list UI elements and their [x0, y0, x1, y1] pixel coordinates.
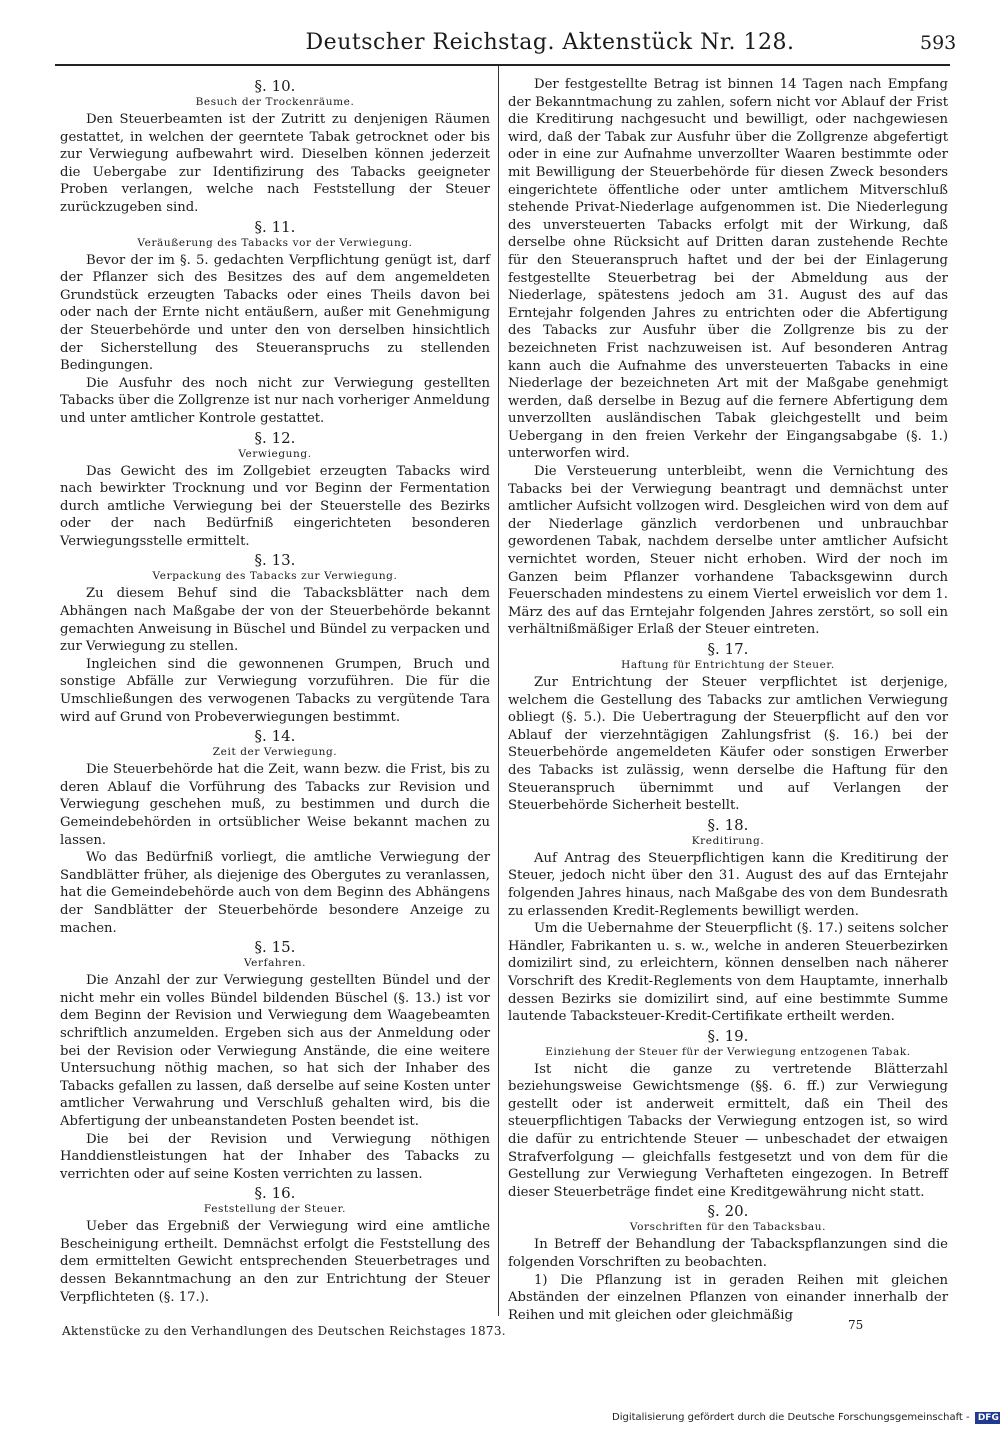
paragraph: Die Versteuerung unterbleibt, wenn die Vernichtung des Tabacks bei der Verwiegung beantragt und demnächst unter amtlicher Aufsicht vollzogen wird. Desgleichen wird von dem auf der Niederlage gänzlich verdorbenen und unbrauchbar gewordenen Tabak, nachdem derselbe unter amtlicher Aufsicht vernichtet worden, Steuer nicht erhoben. Wird der noch im Ganzen beim Pflanzer vorhandene Tabacksgewinn durch Feuerschaden mindestens zu einem Viertel erweislich vor dem 1. März des auf das Erntejahr folgenden Jahres zerstört, so soll ein verhältnißmäßiger Erlaß der Steuer eintreten.: [508, 464, 948, 638]
section-subtitle: Verwiegung.: [238, 447, 312, 460]
section-subtitle: Vorschriften für den Tabacksbau.: [629, 1221, 827, 1234]
section-subtitle: Veräußerung des Tabacks vor der Verwiegung.: [137, 236, 413, 249]
paragraph: Ingleichen sind die gewonnenen Grumpen, Bruch und sonstige Abfälle zur Verwiegung vorzuführen. Die für die Umschließungen des verwogenen Tabacks zu vergütende Tara wird auf Grund von Probeverwiegungen bestimmt.: [60, 656, 490, 725]
page-header: [0, 30, 1000, 60]
paragraph: Die bei der Revision und Verwiegung nöthigen Handdienstleistungen hat der Inhaber des Tabacks zu verrichten oder auf seine Kosten verrichten zu lassen.: [60, 1131, 490, 1182]
paragraph: Auf Antrag des Steuerpflichtigen kann die Kreditirung der Steuer, jedoch nicht über den 31. August des auf das Erntejahr folgenden Jahres hinaus, nach Maßgabe des von dem Bundesrath zu erlassenden Kredit-Reglements bewilligt werden.: [508, 850, 948, 919]
section-subtitle: Kreditirung.: [691, 834, 765, 847]
column-divider: [498, 66, 499, 1316]
footer-sheet-number: 75: [848, 1318, 864, 1332]
paragraph: 1) Die Pflanzung ist in geraden Reihen mit gleichen Abständen der einzelnen Pflanzen von einander innerhalb der Reihen und mit gleichen oder gleichmäßig: [508, 1272, 948, 1323]
paragraph: Die Ausfuhr des noch nicht zur Verwiegung gestellten Tabacks über die Zollgrenze ist nur nach vorheriger Anmeldung und unter amtlicher Kontrole gestattet.: [60, 375, 490, 426]
paragraph: Bevor der im §. 5. gedachten Verpflichtung genügt ist, darf der Pflanzer sich des Besitzes des auf dem angemeldeten Grundstück erzeugten Tabacks oder eines Theils davon bei oder nach der Ernte nicht entäußern, außer mit Genehmigung der Steuerbehörde und unter den von derselben hinsichtlich der Sicherstellung des Steueranspruchs zu stellenden Bedingungen.: [60, 252, 490, 374]
paragraph: Ist nicht die ganze zu vertretende Blätterzahl beziehungsweise Gewichtsmenge (§§. 6. ff.) zur Verwiegung gestellt oder ist anderweit ermittelt, daß ein Theil des steuerpflichtigen Tabacks der Verwiegung entzogen ist, so wird die dafür zu entrichtende Steuer — unbeschadet der etwaigen Strafverfolgung — gleichfalls festgesetzt und von dem für die Gestellung zur Verwiegung Verhafteten eingezogen. In Betreff dieser Steuerbeträge findet eine Kreditgewährung nicht statt.: [508, 1061, 948, 1200]
section-subtitle: Zeit der Verwiegung.: [212, 746, 338, 759]
right-column: [508, 76, 948, 1324]
section-number: §. 10.: [254, 77, 296, 95]
section-subtitle: Verpackung des Tabacks zur Verwiegung.: [152, 570, 398, 583]
section-number: §. 17.: [707, 640, 749, 658]
paragraph: Der festgestellte Betrag ist binnen 14 Tagen nach Empfang der Bekanntmachung zu zahlen, sofern nicht vor Ablauf der Frist die Kreditirung nachgesucht und bewilligt, oder nachgewiesen wird, daß der Tabak zur Ausfuhr über die Zollgrenze abgefertigt oder in eine zur Aufnahme unverzollter Waaren bestimmte oder mit Bewilligung der Steuerbehörde für diesen Zweck besonders eingerichtete öffentliche oder unter amtlichem Mitverschluß stehende Privat-Niederlage aufgenommen ist. Die Niederlegung des unversteuerten Tabacks erfolgt mit der Wirkung, daß derselbe ohne Rücksicht auf Dritten daran zustehende Rechte für den Steueranspruch haftet und der bei der Einlagerung festgestellte Steuerbetrag bei der Abmeldung aus der Niederlage, spätestens jedoch am 31. August des auf das Erntejahr folgenden Jahres zu entrichten oder die Abfertigung des Tabacks zur Ausfuhr über die Zollgrenze bis zu der bezeichneten Frist nachzuweisen ist. Auf besonderen Antrag kann auch die Aufnahme des unversteuerten Tabacks in eine Niederlage der bezeichneten Art mit der Maßgabe genehmigt werden, daß derselbe in Bezug auf die fernere Abfertigung dem unverzollten ausländischen Tabak gleichgestellt und beim Uebergang in den freien Verkehr der Eingangsabgabe (§. 1.) unterworfen wird.: [508, 77, 948, 462]
paragraph: Die Anzahl der zur Verwiegung gestellten Bündel und der nicht mehr ein volles Bündel bildenden Büschel (§. 13.) ist vor dem Beginn der Revision und Verwiegung dem Waagebeamten schriftlich anzumelden. Ergeben sich aus der Anmeldung oder bei der Revision oder Verwiegung Anstände, die eine weitere Untersuchung nöthig machen, so hat sich der Inhaber des Tabacks gefallen zu lassen, daß derselbe auf seine Kosten unter amtlicher Verwahrung und Verschluß gehalten wird, bis die Abfertigung der unbeanstandeten Posten beendet ist.: [60, 973, 490, 1129]
section-subtitle: Verfahren.: [243, 957, 307, 970]
section-number: §. 12.: [254, 428, 296, 447]
section-number: §. 11.: [254, 217, 296, 236]
left-column: [60, 76, 490, 1306]
section-number: §. 20.: [707, 1202, 749, 1221]
running-title: Deutscher Reichstag. Aktenstück Nr. 128.: [305, 30, 795, 55]
section-number: §. 15.: [254, 938, 296, 957]
paragraph: Zur Entrichtung der Steuer verpflichtet ist derjenige, welchem die Gestellung des Tabacks zur amtlichen Verwiegung obliegt (§. 5.). Die Uebertragung der Steuerpflicht auf den vor Ablauf der vierzehntägigen Zahlungsfrist (§. 16.) bei der Steuerbehörde angemeldeten Käufer oder sonstigen Erwerber des Tabacks ist zulässig, wenn derselbe die Haftung für den Steueranspruch übernimmt und auf Verlangen der Steuerbehörde Sicherheit bestellt.: [508, 675, 948, 814]
paragraph: Um die Uebernahme der Steuerpflicht (§. 17.) seitens solcher Händler, Fabrikanten u. s. w., welche in anderen Steuerbezirken domizilirt sind, zu erleichtern, können denselben nach näherer Vorschrift des Kredit-Reglements von dem Hauptamte, innerhalb dessen Bezirks sie domizilirt sind, auf eine bestimmte Summe lautende Tabacksteuer-Kredit-Certifikate ertheilt werden.: [508, 921, 948, 1025]
credit-text: Digitalisierung gefördert durch die Deutsche Forschungsgemeinschaft -: [612, 1412, 970, 1423]
paragraph: Die Steuerbehörde hat die Zeit, wann bezw. die Frist, bis zu deren Ablauf die Vorführung des Tabacks zur Revision und Verwiegung geschehen muß, zu bestimmen und durch die Gemeindebehörden in ortsüblicher Weise bekannt machen zu lassen.: [60, 762, 490, 848]
paragraph: Wo das Bedürfniß vorliegt, die amtliche Verwiegung der Sandblätter früher, als diejenige des Obergutes zu veranlassen, hat die Gemeindebehörde auch von dem Beginn des Abhängens der Sandblätter der Steuerbehörde besondere Anzeige zu machen.: [60, 850, 490, 936]
section-subtitle: Haftung für Entrichtung der Steuer.: [621, 659, 835, 671]
digitization-credit: [612, 1412, 1000, 1424]
section-number: §. 19.: [707, 1026, 749, 1045]
dfg-logo: DFG: [975, 1412, 1000, 1424]
paragraph: In Betreff der Behandlung der Tabackspflanzungen sind die folgenden Vorschriften zu beobachten.: [508, 1237, 948, 1271]
page-number: 593: [920, 32, 957, 54]
footer-publication: Aktenstücke zu den Verhandlungen des Deutschen Reichstages 1873.: [62, 1324, 506, 1338]
paragraph: Das Gewicht des im Zollgebiet erzeugten Tabacks wird nach bewirkter Trocknung und vor Beginn der Fermentation durch amtliche Verwiegung bei der Steuerstelle des Bezirks oder der nach Bedürfniß eingerichteten besonderen Verwiegungsstelle ermittelt.: [60, 463, 490, 549]
section-subtitle: Feststellung der Steuer.: [203, 1203, 347, 1216]
paragraph: Den Steuerbeamten ist der Zutritt zu denjenigen Räumen gestattet, in welchen der geerntete Tabak getrocknet oder bis zur Verwiegung aufbewahrt wird. Dieselben können jederzeit die Uebergabe zur Identifizirung des Tabacks geeigneter Proben verlangen, welche nach Feststellung der Steuer zurückzugeben sind.: [60, 112, 490, 215]
paragraph: Ueber das Ergebniß der Verwiegung wird eine amtliche Bescheinigung ertheilt. Demnächst erfolgt die Feststellung des dem ermittelten Gewicht entsprechenden Steuerbetrages und dessen Bekanntmachung an den zur Entrichtung der Steuer Verpflichteten (§. 17.).: [60, 1219, 490, 1305]
section-subtitle: Besuch der Trockenräume.: [195, 96, 355, 108]
paragraph: Zu diesem Behuf sind die Tabacksblätter nach dem Abhängen nach Maßgabe der von der Steuerbehörde bekannt gemachten Anweisung in Büschel und Bündel zu verpacken und zur Verwiegung zu stellen.: [60, 586, 490, 655]
section-number: §. 14.: [254, 727, 296, 746]
section-subtitle: Einziehung der Steuer für der Verwiegung entzogenen Tabak.: [545, 1045, 911, 1058]
section-number: §. 18.: [707, 815, 749, 834]
section-number: §. 13.: [254, 551, 296, 570]
header-rule: [55, 64, 950, 66]
section-number: §. 16.: [254, 1184, 296, 1203]
